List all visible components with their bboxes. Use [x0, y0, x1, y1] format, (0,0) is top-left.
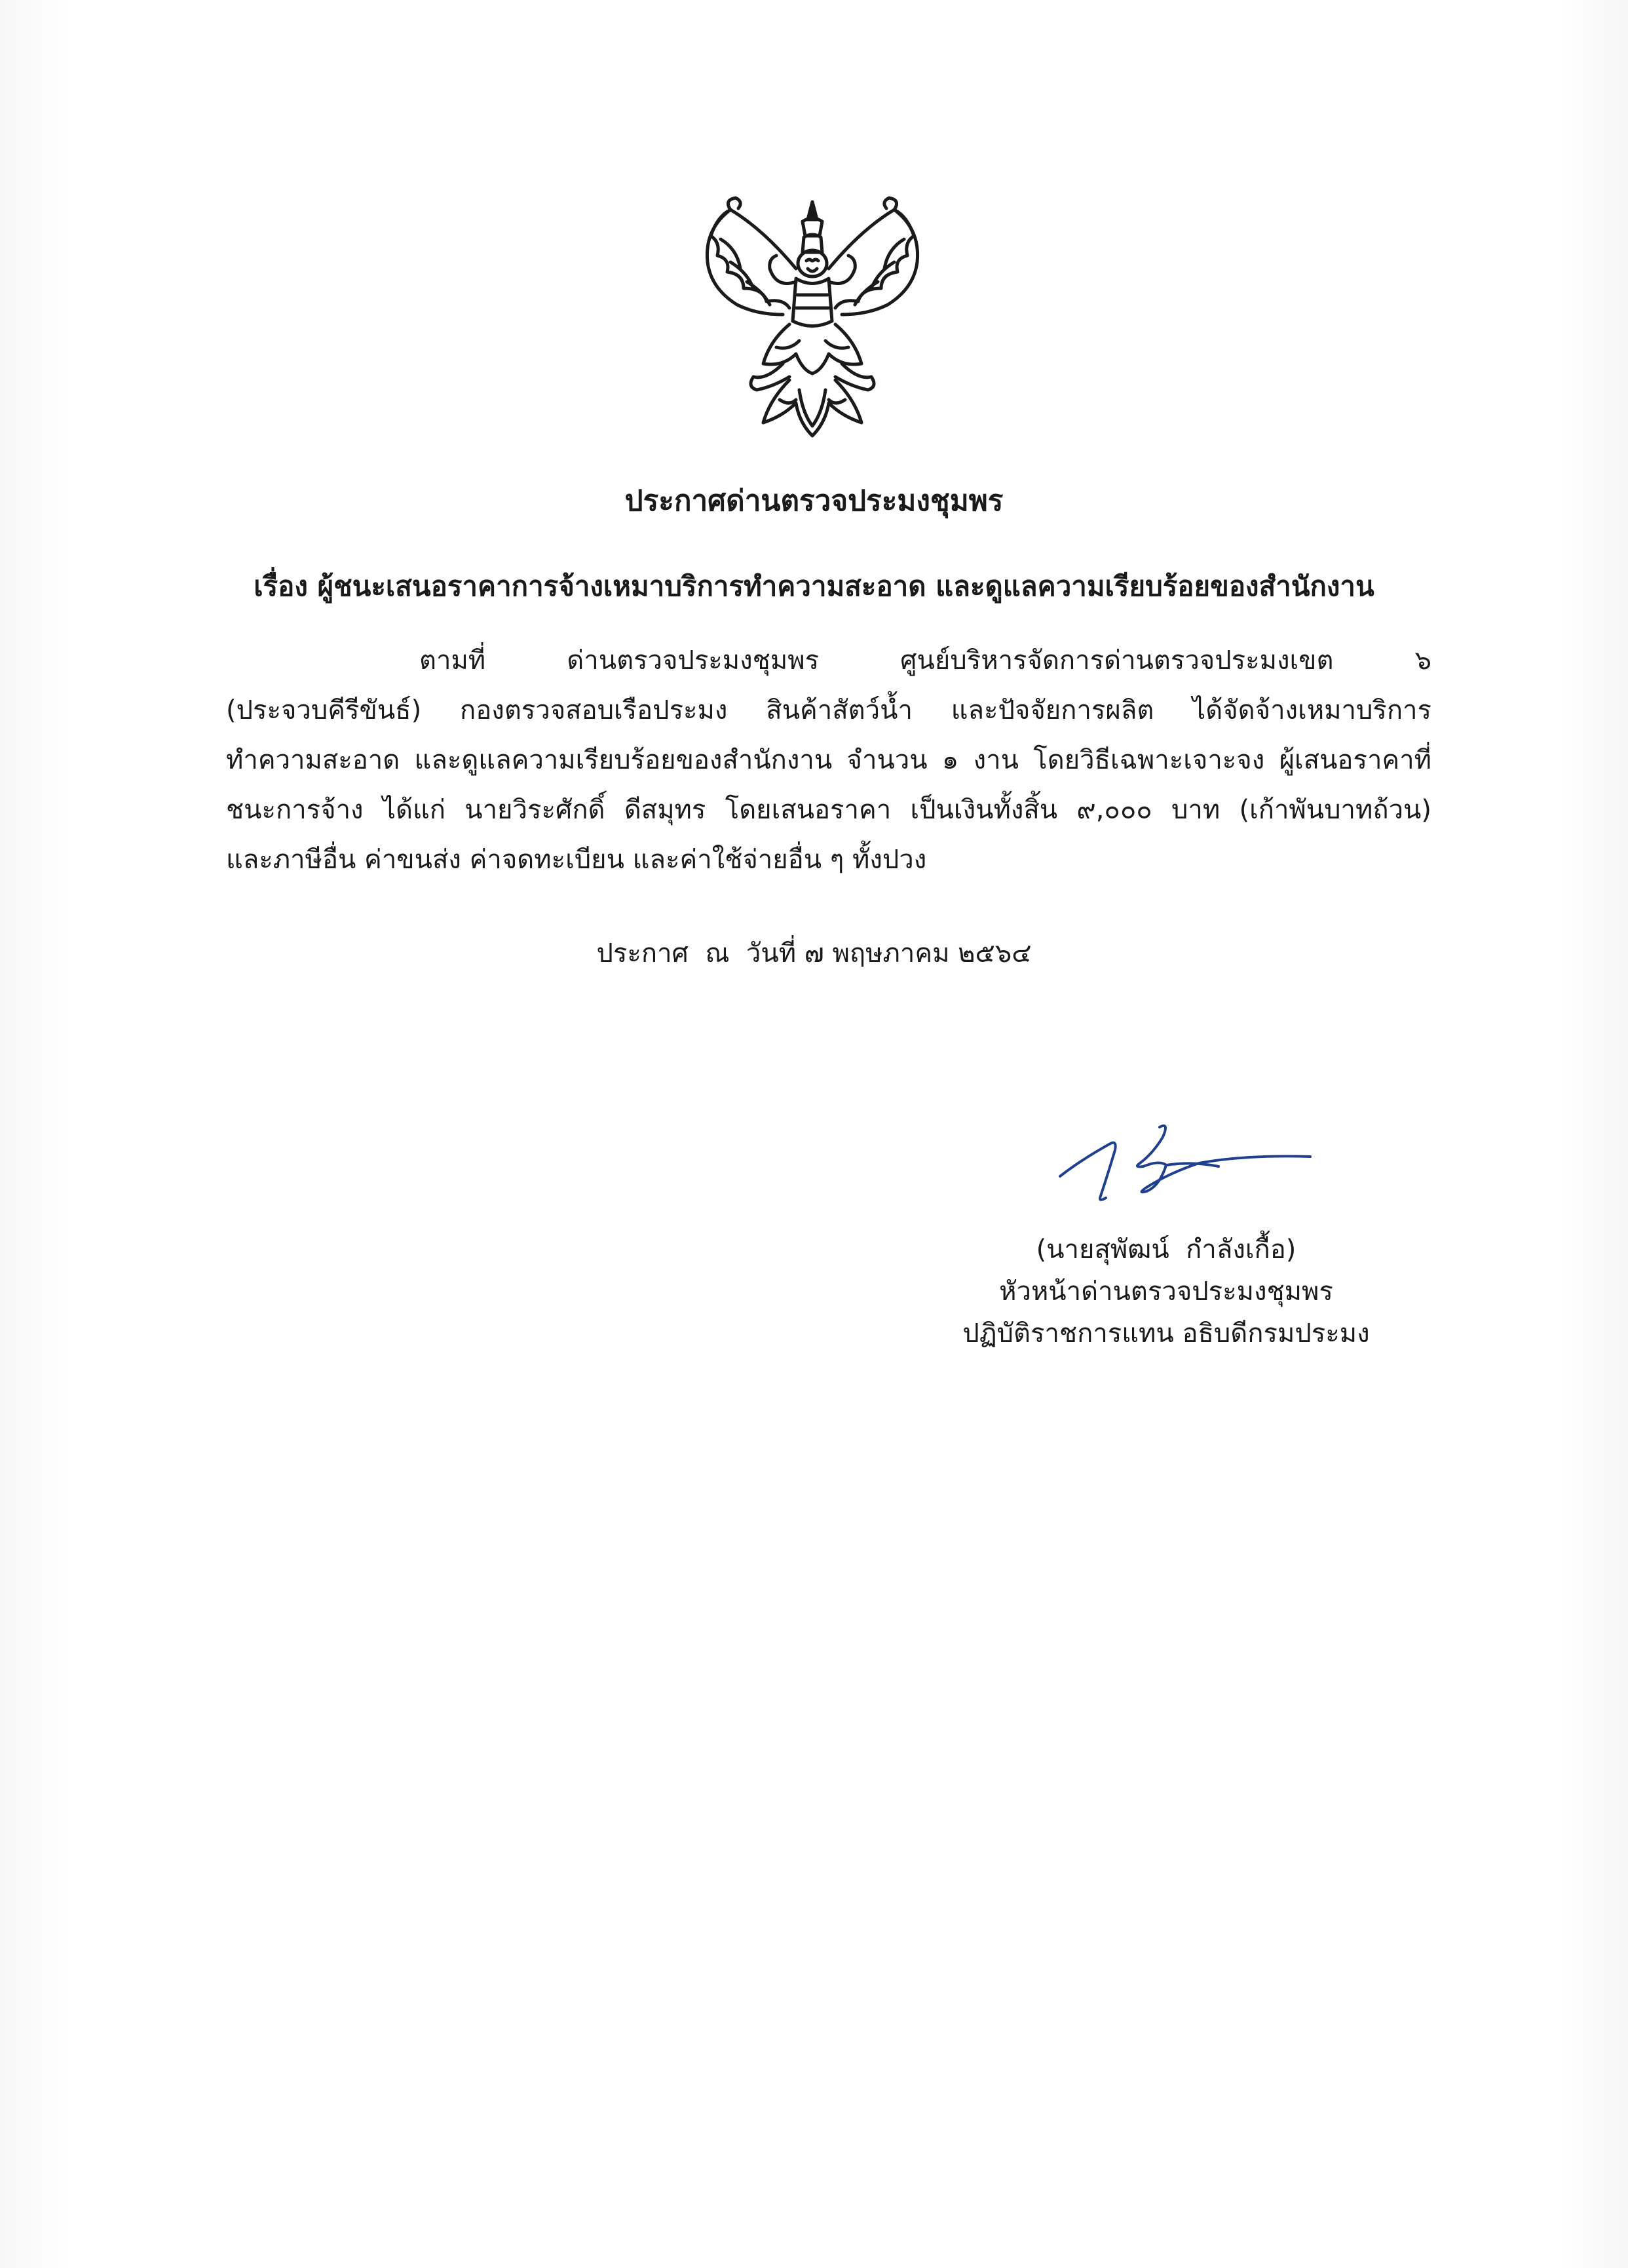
announcement-subject: เรื่อง ผู้ชนะเสนอราคาการจ้างเหมาบริการทำความสะอาด และดูแลความเรียบร้อยของสำนักงาน	[254, 570, 1374, 602]
body-line-2: (ประจวบคีรีขันธ์) กองตรวจสอบเรือประมง สินค้าสัตว์น้ำ และปัจจัยการผลิต ได้จัดจ้างเหมาบริการ	[226, 695, 1431, 725]
signer-acting-title: ปฏิบัติราชการแทน อธิบดีกรมประมง	[962, 1318, 1370, 1349]
signer-name: (นายสุพัฒน์ กำลังเกื้อ)	[1036, 1235, 1297, 1265]
announcement-body	[226, 636, 1431, 885]
signer-position: หัวหน้าด่านตรวจประมงชุมพร	[999, 1277, 1333, 1307]
signature-block	[904, 1229, 1428, 1355]
body-line-5: และภาษีอื่น ค่าขนส่ง ค่าจดทะเบียน และค่าใช้จ่ายอื่น ๆ ทั้งปวง	[226, 845, 927, 875]
body-line-1: ตามที่ ด่านตรวจประมงชุมพร ศูนย์บริหารจัดการด่านตรวจประมงเขต ๖	[419, 645, 1431, 676]
body-line-3: ทำความสะอาด และดูแลความเรียบร้อยของสำนักงาน จำนวน ๑ งาน โดยวิธีเฉพาะเจาะจง ผู้เสนอราคาที่	[226, 745, 1431, 775]
garuda-emblem-icon	[691, 190, 934, 446]
body-line-4: ชนะการจ้าง ได้แก่ นายวิระศักดิ์ ดีสมุทร โดยเสนอราคา เป็นเงินทั้งสิ้น ๙,๐๐๐ บาท (เก้าพันบาทถ้วน)	[226, 795, 1431, 825]
handwritten-signature-icon	[1055, 1114, 1317, 1219]
announcement-date: ประกาศ ณ วันที่ ๗ พฤษภาคม ๒๕๖๔	[596, 938, 1032, 969]
announcement-title: ประกาศด่านตรวจประมงชุมพร	[624, 484, 1004, 518]
